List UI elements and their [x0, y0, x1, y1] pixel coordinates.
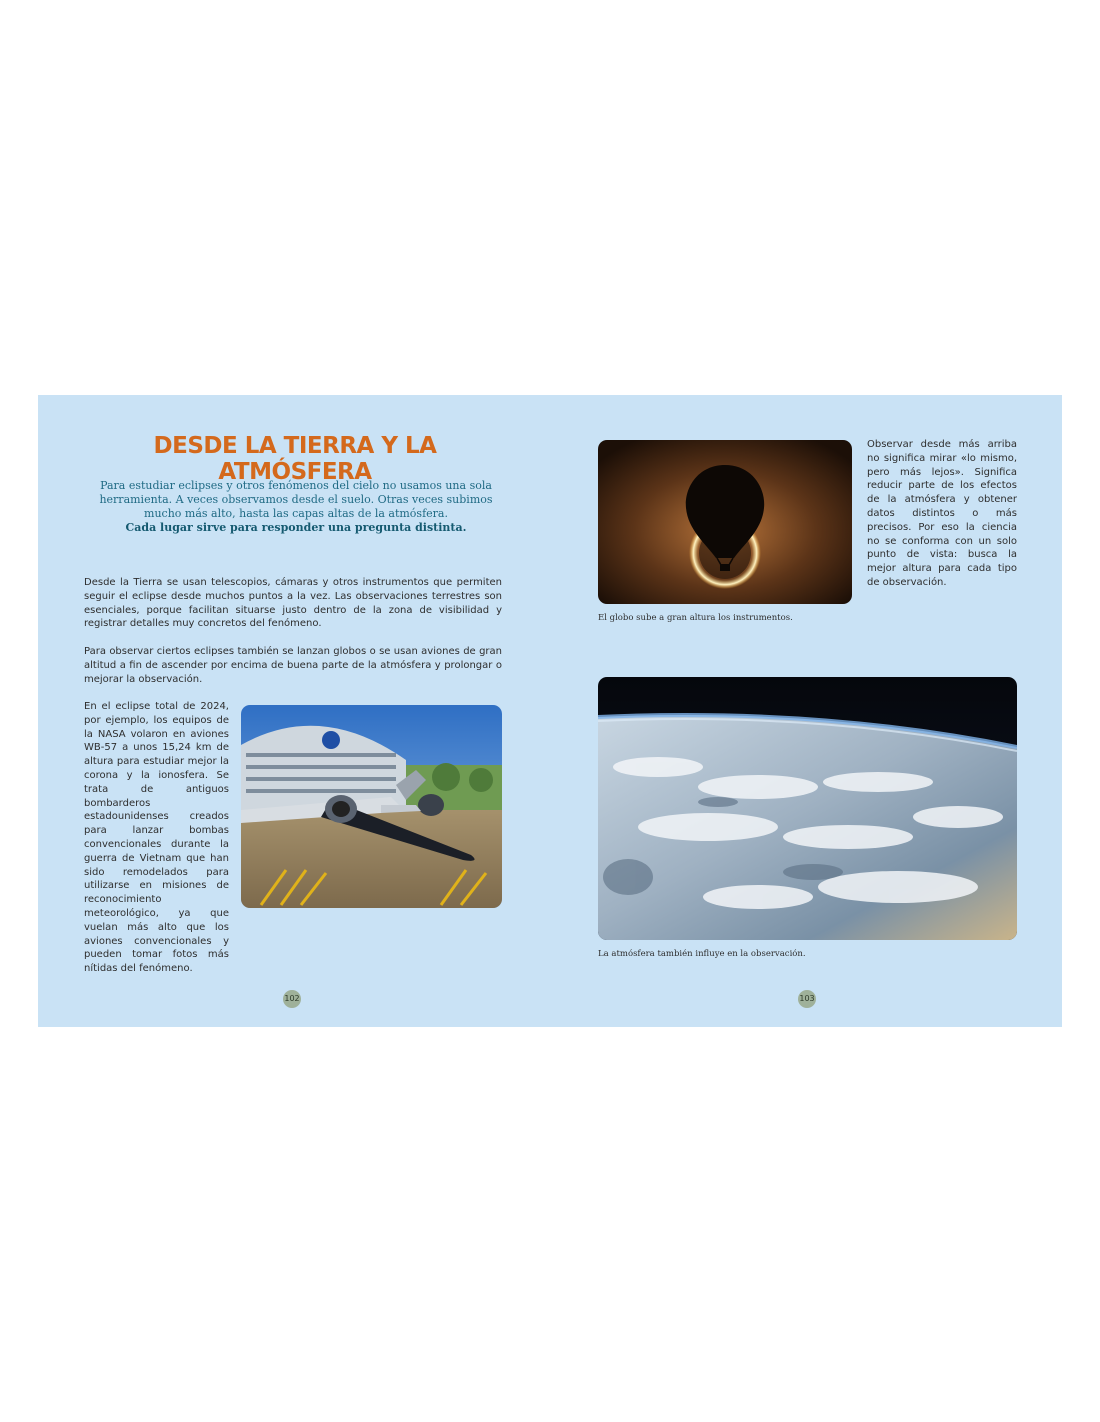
earth-from-orbit-illustration [598, 677, 1017, 940]
plane-photo [241, 705, 502, 908]
book-spread [38, 395, 1062, 1027]
wb57-plane-illustration [241, 705, 502, 908]
intro-paragraph [98, 479, 494, 535]
body-paragraph-altitude: Observar desde más arriba no significa mirar «lo mismo, pero más lejos». Significa reducir parte de los efectos de la atmósfera y obtener datos distintos o más precisos. Por eso la ciencia no se conforma con un solo punto de vista: busca la mejor altura para cada tipo de observación. [867, 439, 1017, 588]
page-number-right: 103 [798, 990, 816, 1008]
intro-highlight: Cada lugar sirve para responder una pregunta distinta. [125, 521, 467, 534]
body-paragraph-ground: Desde la Tierra se usan telescopios, cámaras y otros instrumentos que permiten seguir el eclipse desde muchos puntos a la vez. Las observaciones terrestres son esenciales, porque facilitan situarse justo dentro de la zona de visibilidad y registrar detalles muy concretos del fenómeno. [84, 577, 502, 630]
balloon-caption: El globo sube a gran altura los instrumentos. [598, 613, 793, 623]
page-number-left: 102 [283, 990, 301, 1008]
page-title: DESDE LA TIERRA Y LA ATMÓSFERA [153, 433, 437, 485]
intro-text: Para estudiar eclipses y otros fenómenos del cielo no usamos una sola herramienta. A veces observamos desde el suelo. Otras veces subimos mucho más alto, hasta las capas altas de la atmósfera. [99, 479, 493, 520]
body-paragraph-balloons: Para observar ciertos eclipses también se lanzan globos o se usan aviones de gran altitud a fin de ascender por encima de buena parte de la atmósfera y prolongar o mejorar la observación. [84, 646, 502, 685]
earth-caption: La atmósfera también influye en la observación. [598, 949, 806, 959]
body-paragraph-wb57: En el eclipse total de 2024, por ejemplo, los equipos de la NASA volaron en aviones WB-57 a unos 15,24 km de altura para estudiar mejor la corona y la ionosfera. Se trata de antiguos bombarderos estadounidenses creados para lanzar bombas convencionales durante la guerra de Vietnam que han sido remodelados para utilizarse en misiones de reconocimiento meteorológico, ya que vuelan más alto que los aviones convencionales y pueden tomar fotos más nítidas del fenómeno. [84, 701, 229, 975]
earth-atmosphere-photo [598, 677, 1017, 940]
balloon-eclipse-illustration [598, 440, 852, 604]
balloon-eclipse-photo [598, 440, 852, 604]
